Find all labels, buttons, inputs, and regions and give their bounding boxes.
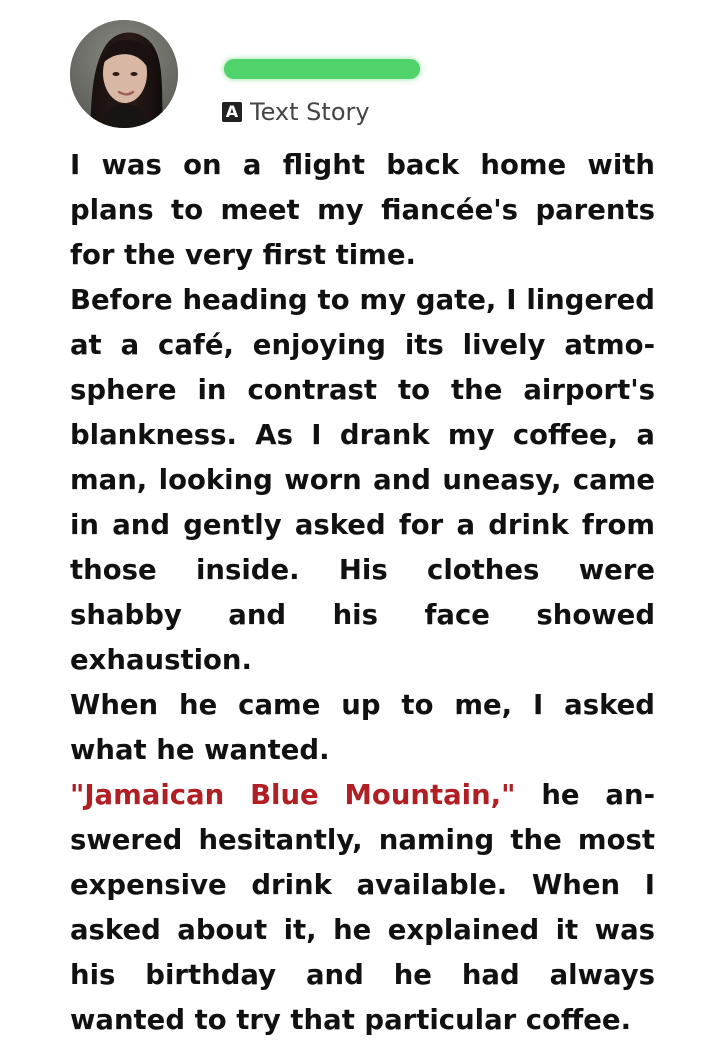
story-paragraph-4-rest: he answered hesitantly, naming the most expensive drink available. When I asked about it, he explained it was his birthday and he had always wanted to try that particular coffee. [70,779,655,1036]
coffee-order-quote: "Jamaican Blue Mountain," [70,779,516,811]
story-paragraph-2: Before heading to my gate, I lingered at a café, enjoying its lively atmosphere in contrast to the airport's blankness. As I drank my coffee, a man, looking worn and uneasy, came in and gently asked for a drink from those inside. His clothes were shabby and his face showed exhaustion. [70,284,655,676]
avatar[interactable] [70,20,178,128]
text-story-icon: A [222,102,242,122]
story-type-text: Text Story [250,98,370,126]
story-header [0,0,726,140]
story-paragraph-3: When he came up to me, I asked what he wanted. [70,689,655,766]
profile-photo [70,20,178,128]
story-paragraph-4 [70,773,655,1043]
story-paragraph-1: I was on a flight back home with plans to meet my fiancée's parents for the very first time. [70,149,655,271]
redacted-author-name [224,59,420,79]
story-type-label [222,97,370,127]
story-body [70,143,655,1043]
